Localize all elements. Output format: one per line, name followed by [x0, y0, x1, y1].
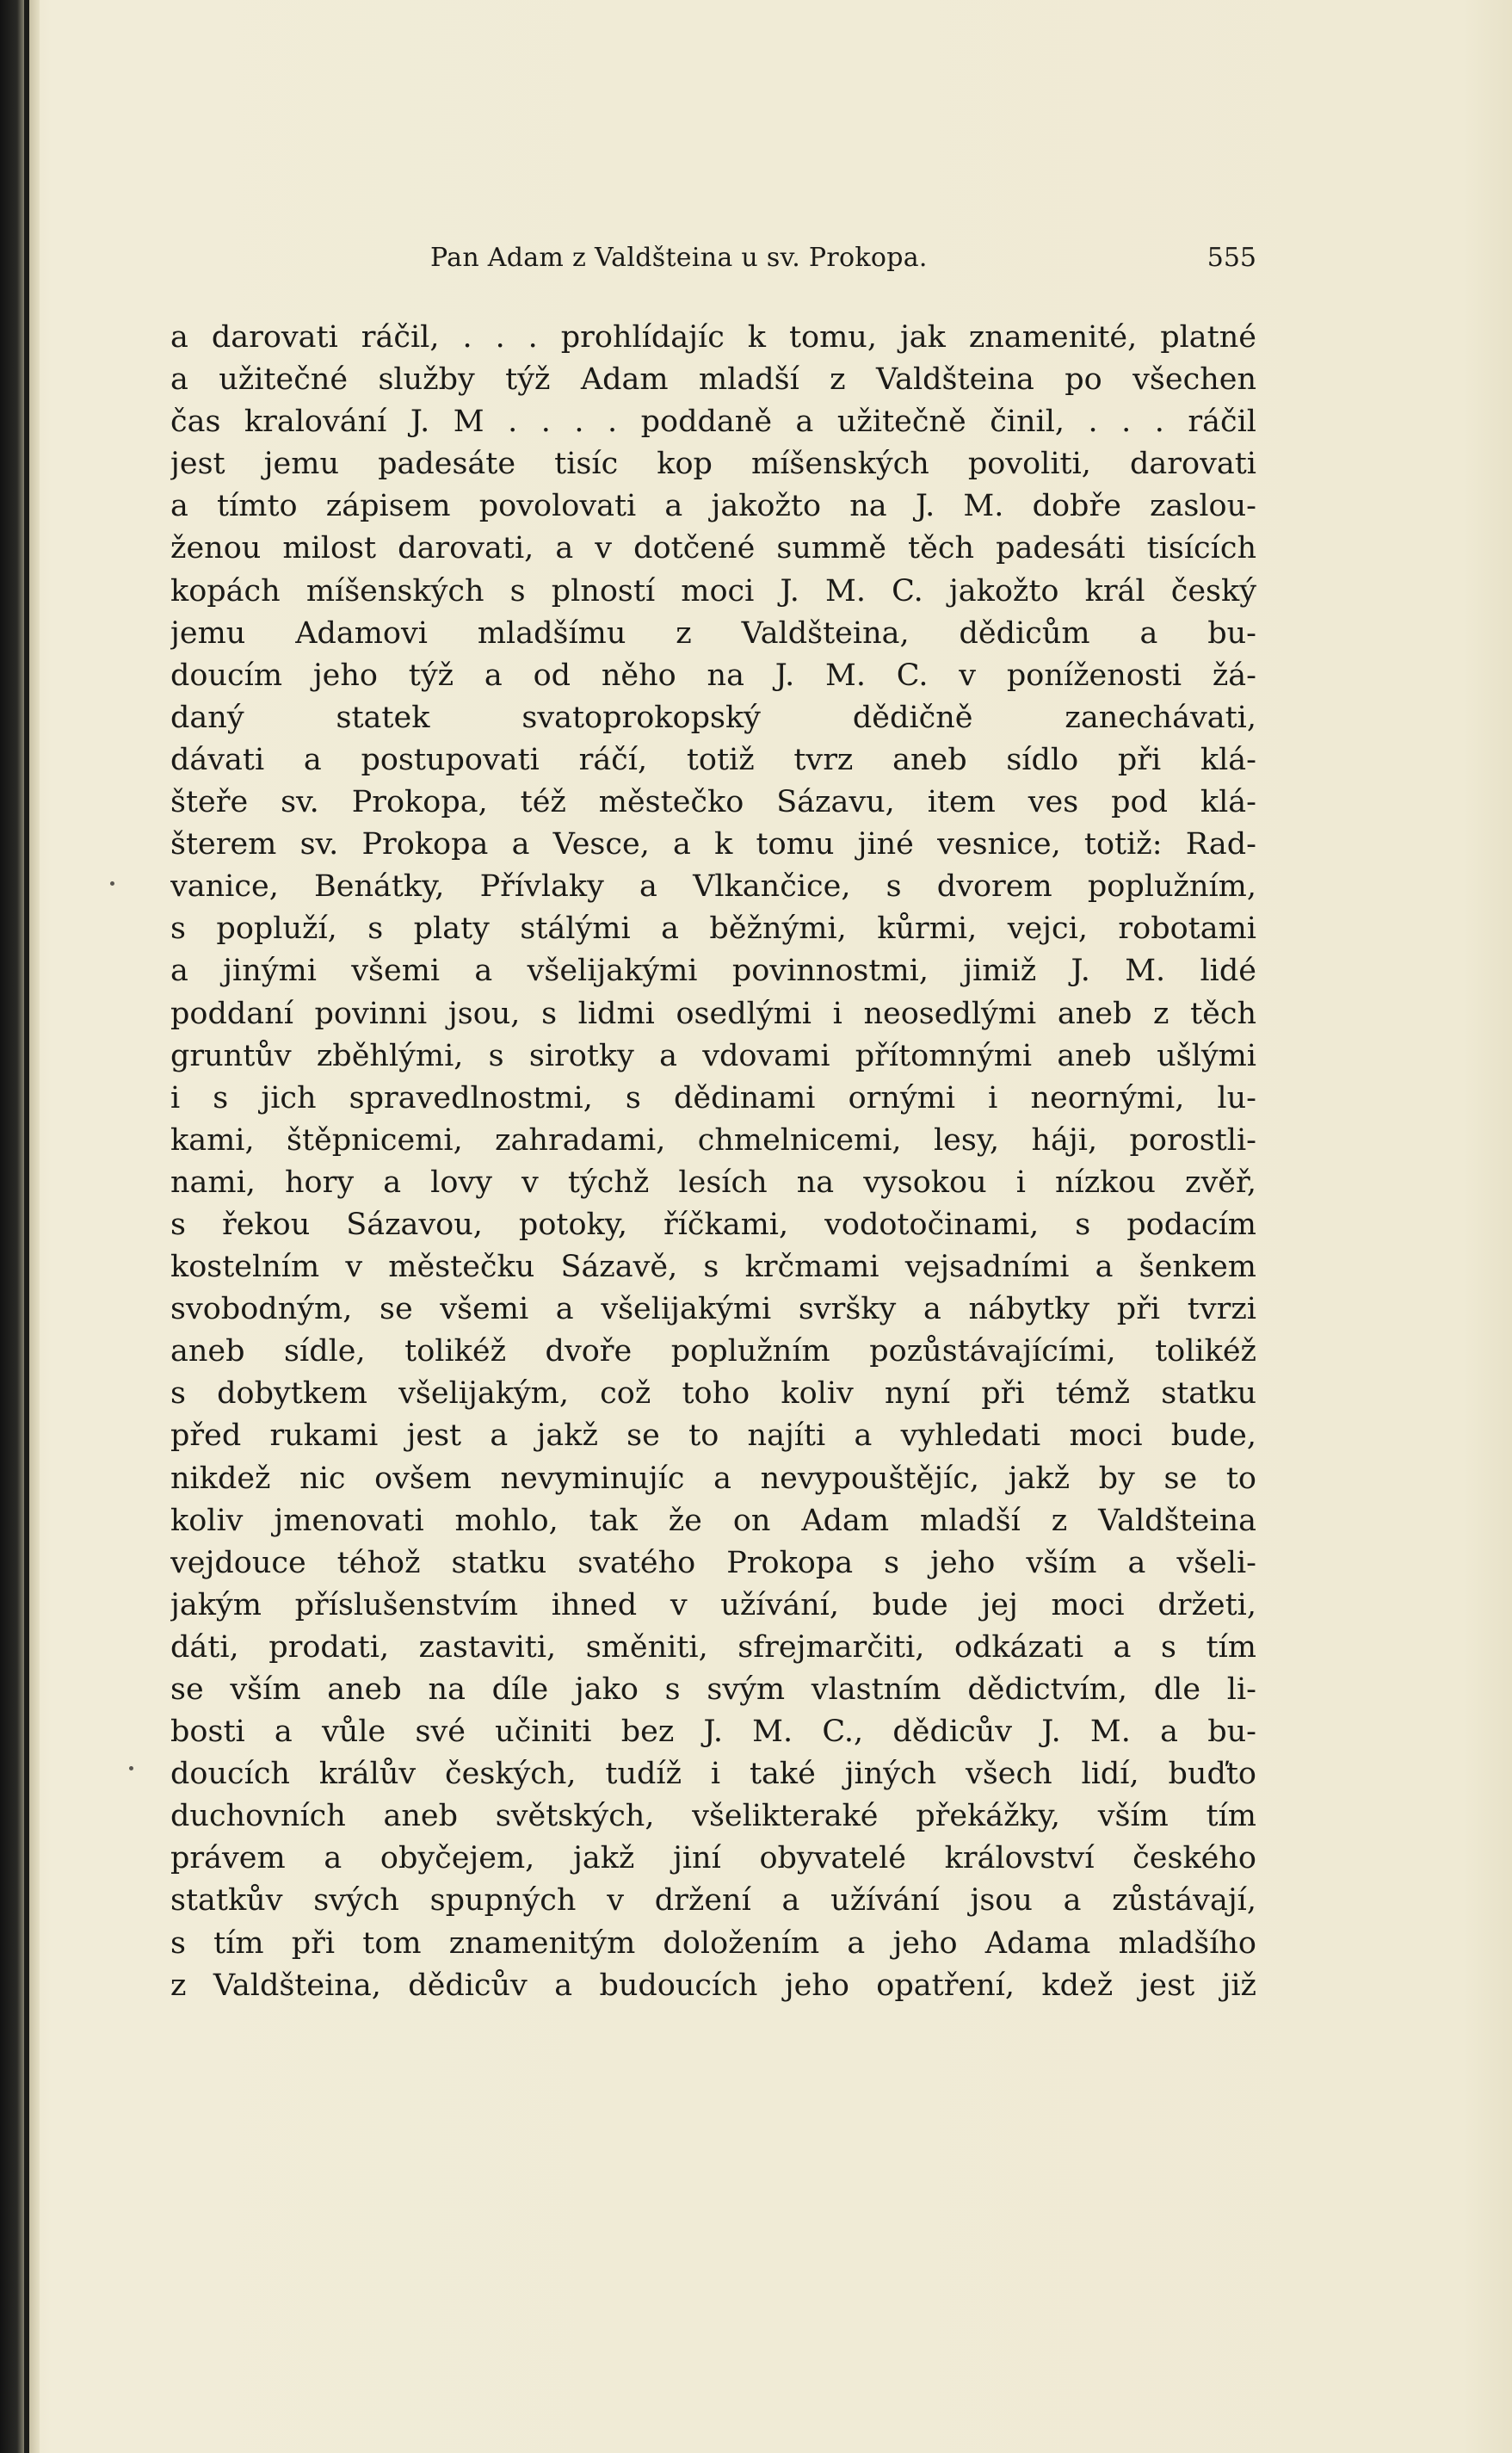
text-line: vejdouce téhož statku svatého Prokopa s jeho vším a všeli-	[170, 1545, 1256, 1580]
page-number: 555	[1207, 243, 1256, 273]
text-line: s dobytkem všelijakým, což toho koliv nyní při témž statku	[170, 1376, 1256, 1412]
text-line: s tím při tom znamenitým doložením a jeho Adama mladšího	[170, 1925, 1256, 1961]
text-line: dáti, prodati, zastaviti, směniti, sfrejmarčiti, odkázati a s tím	[170, 1629, 1256, 1665]
text-line: jemu Adamovi mladšímu z Valdšteina, dědicům a bu-	[170, 615, 1256, 651]
text-line: nikdež nic ovšem nevyminujíc a nevypouštějíc, jakž by se to	[170, 1461, 1256, 1496]
text-line: i s jich spravedlnostmi, s dědinami ornými i neornými, lu-	[170, 1080, 1256, 1115]
text-line: aneb sídle, tolikéž dvoře poplužním pozůstávajícími, tolikéž	[170, 1334, 1256, 1369]
text-line: vanice, Benátky, Přívlaky a Vlkančice, s dvorem poplužním,	[170, 869, 1256, 905]
text-line: poddaní povinni jsou, s lidmi osedlými i neosedlými aneb z těch	[170, 996, 1256, 1031]
text-line: se vším aneb na díle jako s svým vlastním dědictvím, dle li-	[170, 1672, 1256, 1707]
text-line: šteře sv. Prokopa, též městečko Sázavu, item ves pod klá-	[170, 785, 1256, 820]
text-line: kami, štěpnicemi, zahradami, chmelnicemi, lesy, háji, porostli-	[170, 1122, 1256, 1158]
text-line: a užitečné služby týž Adam mladší z Valdšteina po všechen	[170, 362, 1256, 398]
text-line: právem a obyčejem, jakž jiní obyvatelé království českého	[170, 1841, 1256, 1876]
text-line: a darovati ráčil, . . . prohlídajíc k tomu, jak znamenité, platné	[170, 320, 1256, 355]
text-line: a jinými všemi a všelijakými povinnostmi, jimiž J. M. lidé	[170, 954, 1256, 989]
text-line: bosti a vůle své učiniti bez J. M. C., dědicův J. M. a bu-	[170, 1715, 1256, 1750]
text-line: a tímto zápisem povolovati a jakožto na J. M. dobře zaslou-	[170, 489, 1256, 524]
body-text	[170, 317, 1256, 2007]
running-title: Pan Adam z Valdšteina u sv. Prokopa.	[430, 243, 928, 273]
text-line: daný statek svatoprokopský dědičně zanechávati,	[170, 700, 1256, 735]
text-line: duchovních aneb světských, všelikteraké překážky, vším tím	[170, 1799, 1256, 1834]
text-line: dávati a postupovati ráčí, totiž tvrz aneb sídlo při klá-	[170, 742, 1256, 777]
text-line: kopách míšenských s plností moci J. M. C. jakožto král český	[170, 573, 1256, 609]
text-line: před rukami jest a jakž se to najíti a vyhledati moci bude,	[170, 1418, 1256, 1454]
text-line: gruntův zběhlými, s sirotky a vdovami přítomnými aneb ušlými	[170, 1038, 1256, 1073]
page-header	[430, 243, 1256, 286]
text-line: s popluží, s platy stálými a běžnými, kůrmi, vejci, robotami	[170, 911, 1256, 947]
text-line: jest jemu padesáte tisíc kop míšenských povoliti, darovati	[170, 447, 1256, 482]
margin-dot-mark	[110, 881, 114, 886]
text-line: jakým příslušenstvím ihned v užívání, bude jej moci držeti,	[170, 1587, 1256, 1622]
text-line: z Valdšteina, dědicův a budoucích jeho opatření, kdež jest již	[170, 1968, 1256, 2003]
text-line: doucím jeho týž a od něho na J. M. C. v poníženosti žá-	[170, 658, 1256, 693]
text-line: nami, hory a lovy v týchž lesích na vysokou i nízkou zvěř,	[170, 1165, 1256, 1200]
text-line: koliv jmenovati mohlo, tak že on Adam mladší z Valdšteina	[170, 1503, 1256, 1538]
text-line: statkův svých spupných v držení a užívání jsou a zůstávají,	[170, 1883, 1256, 1919]
text-line: kostelním v městečku Sázavě, s krčmami vejsadními a šenkem	[170, 1250, 1256, 1285]
text-line: svobodným, se všemi a všelijakými svršky a nábytky při tvrzi	[170, 1292, 1256, 1327]
text-line: s řekou Sázavou, potoky, říčkami, vodotočinami, s podacím	[170, 1207, 1256, 1242]
text-line: šterem sv. Prokopa a Vesce, a k tomu jiné vesnice, totiž: Rad-	[170, 827, 1256, 862]
binding-shadow-line	[24, 0, 29, 2453]
margin-dot-mark	[129, 1766, 133, 1770]
text-line: doucích králův českých, tudíž i také jiných všech lidí, buďto	[170, 1757, 1256, 1792]
text-line: ženou milost darovati, a v dotčené summě těch padesáti tisících	[170, 531, 1256, 566]
page-binding-edge	[0, 0, 40, 2453]
text-line: čas kralování J. M . . . . poddaně a užitečně činil, . . . ráčil	[170, 405, 1256, 440]
